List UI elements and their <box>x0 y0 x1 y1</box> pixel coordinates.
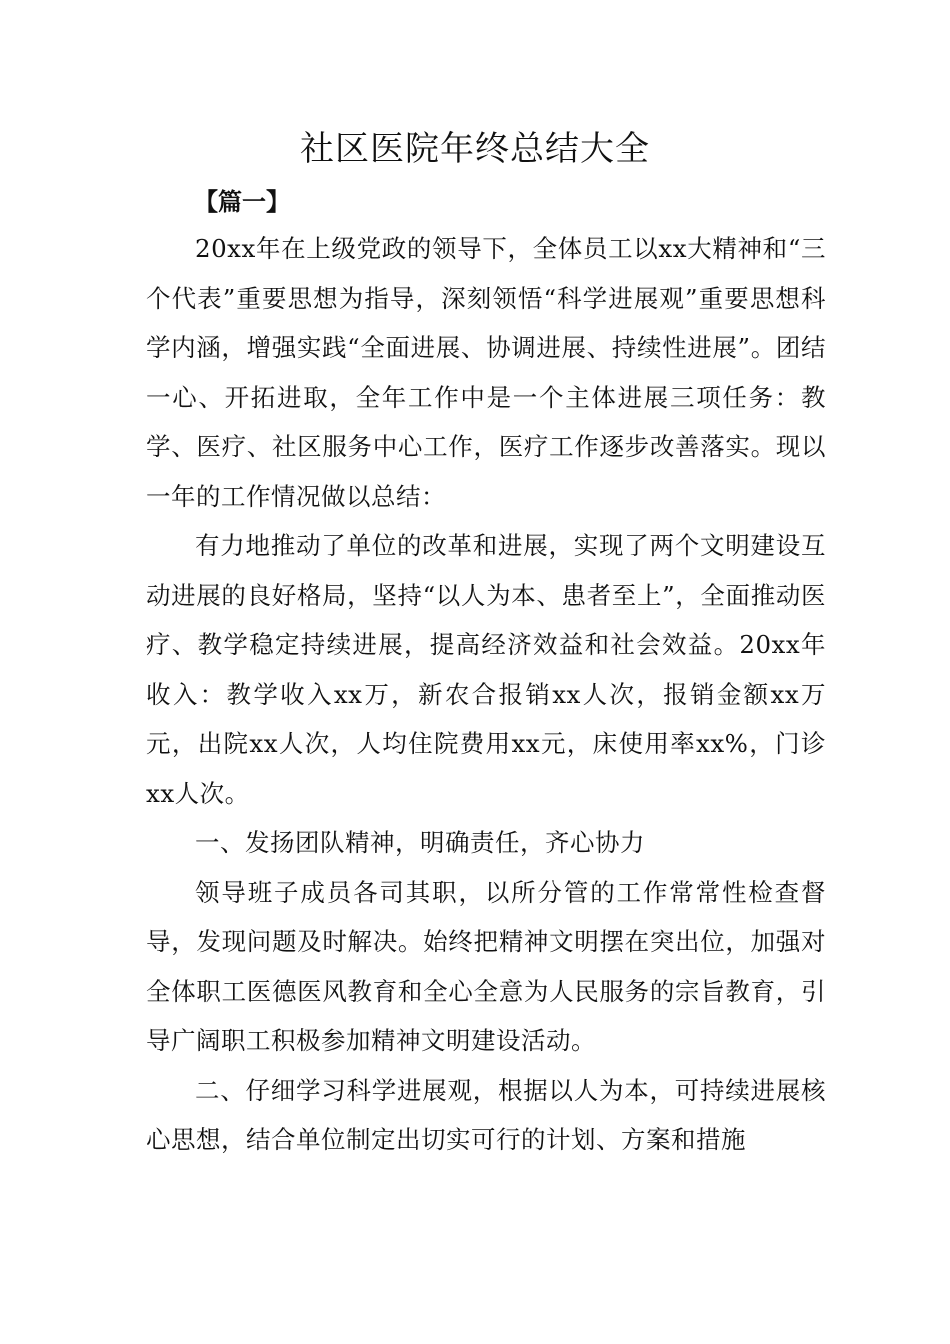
document-body <box>146 224 826 1165</box>
paragraph-achievements: 有力地推动了单位的改革和进展，实现了两个文明建设互动进展的良好格局，坚持“以人为本、患者至上”，全面推动医疗、教学稳定持续进展，提高经济效益和社会效益。20xx年收入：教学收入xx万，新农合报销xx人次，报销金额xx万元，出院xx人次，人均住院费用xx元，床使用率xx%，门诊xx人次。 <box>146 531 826 808</box>
document-title: 社区医院年终总结大全 <box>300 129 650 169</box>
heading-section-two: 二、仔细学习科学进展观，根据以人为本，可持续进展核心思想，结合单位制定出切实可行的计划、方案和措施 <box>146 1075 826 1154</box>
heading-section-one: 一、发扬团队精神，明确责任，齐心协力 <box>195 828 645 857</box>
section-label: 【篇一】 <box>194 187 290 216</box>
paragraph-intro: 20xx年在上级党政的领导下，全体员工以xx大精神和“三个代表”重要思想为指导，深刻领悟“科学进展观”重要思想科学内涵，增强实践“全面进展、协调进展、持续性进展”。团结一心、开拓进取，全年工作中是一个主体进展三项任务：教学、医疗、社区服务中心工作，医疗工作逐步改善落实。现以一年的工作情况做以总结： <box>146 234 826 511</box>
paragraph-leadership: 领导班子成员各司其职，以所分管的工作常常性检查督导，发现问题及时解决。始终把精神文明摆在突出位，加强对全体职工医德医风教育和全心全意为人民服务的宗旨教育，引导广阔职工积极参加精神文明建设活动。 <box>146 877 826 1055</box>
